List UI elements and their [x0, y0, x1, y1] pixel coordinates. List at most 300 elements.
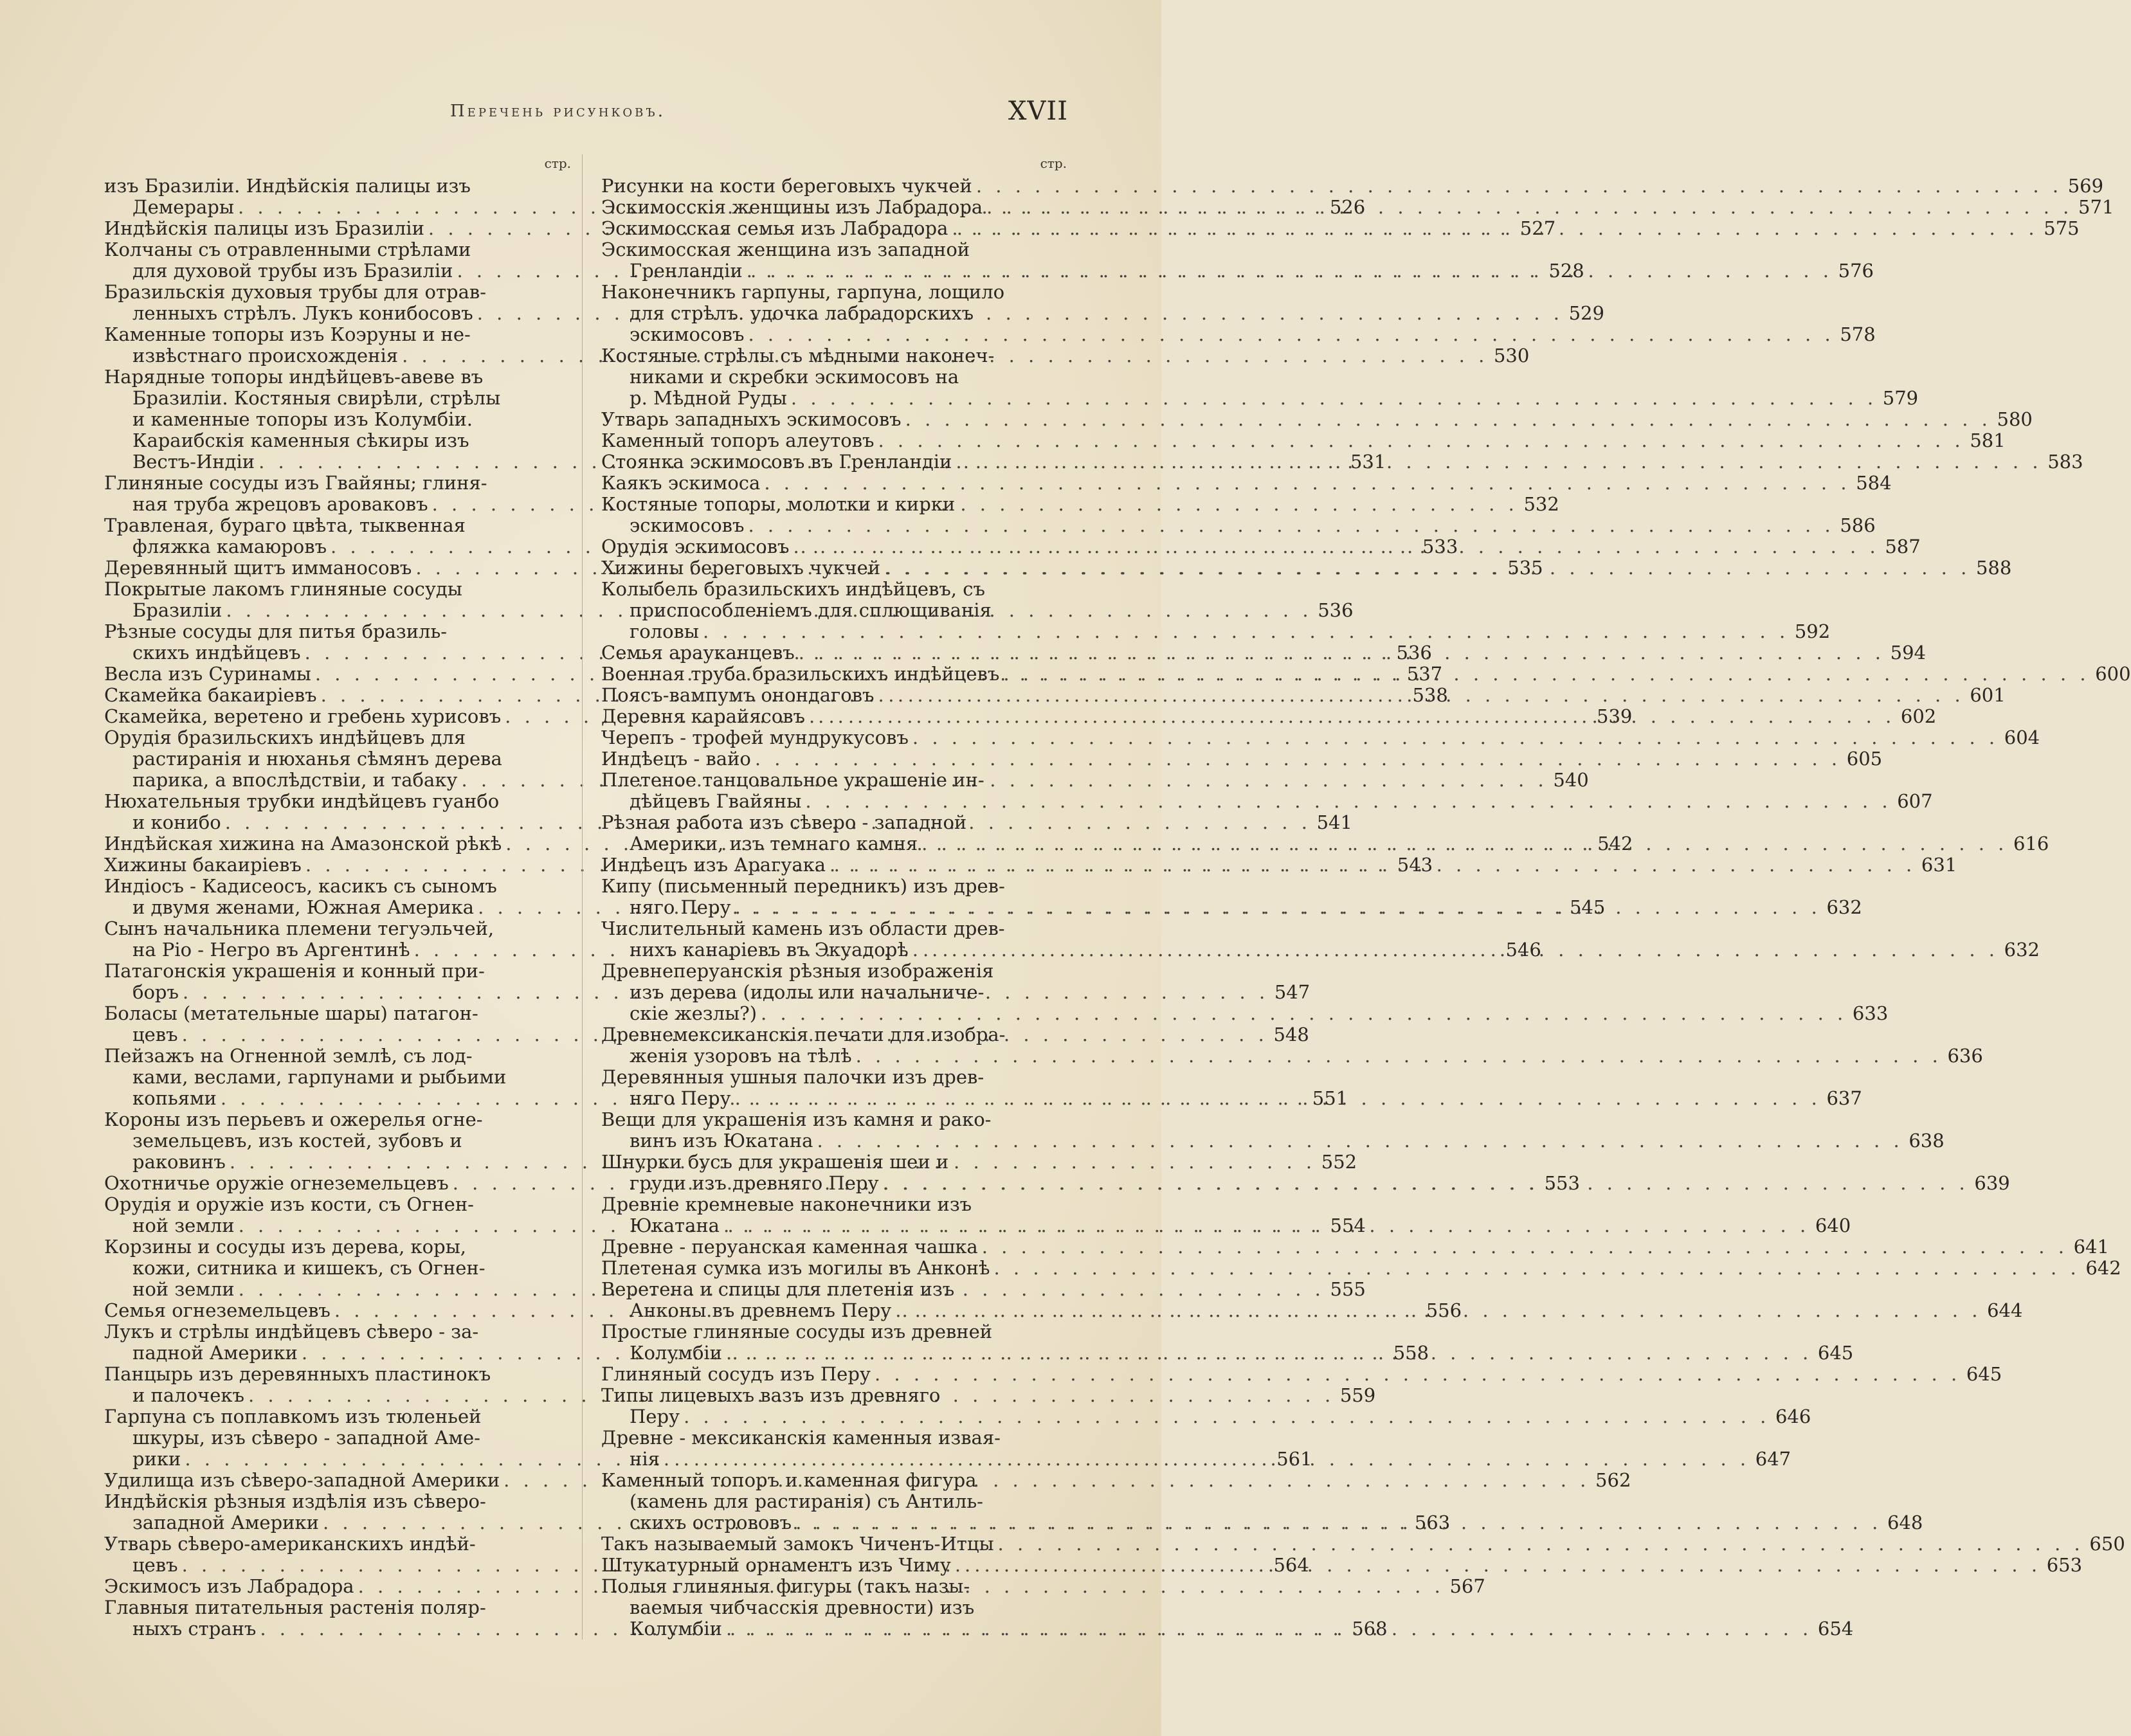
entry-line: [601, 876, 1069, 897]
leader-dots: [878, 685, 1964, 706]
entry-line: [104, 1045, 574, 1067]
index-entry: [601, 1257, 2121, 1279]
entry-page-number: 654: [1817, 1618, 1854, 1640]
entry-line: [104, 324, 574, 345]
entry-text: Нюхательныя трубки индѣйцевъ гуанбо: [104, 790, 500, 812]
leader-dots: [703, 621, 1789, 642]
entry-page-number: 526: [1329, 196, 1366, 218]
entry-page-number: 568: [1352, 1618, 1388, 1640]
entry-page-number: 564: [1273, 1554, 1309, 1576]
entry-text: на Ріо - Негро въ Аргентинѣ: [132, 939, 410, 961]
leader-dots: [755, 748, 1841, 770]
entry-text: Глиняные сосуды изъ Гвайяны; глиня-: [104, 472, 487, 494]
entry-text: цевъ: [132, 1024, 178, 1045]
entry-text: Скамейка бакаирiевъ: [104, 684, 317, 706]
entry-text: Сынъ начальника племени тегуэльчей,: [104, 918, 494, 939]
entry-text: Лукъ и стрѣлы индѣйцевъ сѣверо - за-: [104, 1321, 479, 1343]
entry-line: [104, 1003, 574, 1024]
leader-dots: [793, 536, 1879, 557]
entry-text: винъ изъ Юкатана: [630, 1130, 813, 1152]
entry-page-number: 642: [2085, 1257, 2121, 1279]
entry-page-number: 530: [1493, 345, 1530, 366]
entry-page-number: 633: [1852, 1002, 1889, 1024]
entry-text: и палочекъ: [132, 1384, 244, 1406]
entry-page-number: 638: [1909, 1130, 1945, 1152]
entry-page-number: 541: [1316, 811, 1352, 833]
entry-text: Веретена и спицы для плетенія изъ: [601, 1278, 955, 1300]
entry-line: [601, 494, 1069, 515]
entry-text: Хижины береговыхъ чукчей: [601, 557, 881, 579]
entry-text: Древнемексиканскія печати для изобра-: [601, 1024, 1006, 1045]
entry-line: [601, 345, 1069, 366]
leader-dots: [726, 1618, 1812, 1640]
index-entry: [601, 1108, 1945, 1152]
entry-text: Травленая, бураго цвѣта, тыквенная: [104, 514, 466, 536]
entry-line: [104, 1236, 574, 1258]
index-entry: [601, 429, 2006, 451]
leader-dots: [952, 218, 2038, 239]
entry-text: шкуры, изъ сѣверо - западной Аме-: [132, 1427, 480, 1449]
entry-page-number: 556: [1426, 1299, 1462, 1321]
entry-text: рики: [132, 1448, 181, 1470]
entry-text: Эскимосская семья изъ Лабрадора: [601, 217, 948, 239]
leader-dots: [735, 897, 1821, 918]
entry-page-number: 563: [1414, 1512, 1451, 1533]
entry-text: ной земли: [132, 1215, 235, 1236]
entry-page-number: 553: [1544, 1172, 1580, 1194]
entry-page-number: 594: [1890, 642, 1926, 664]
entry-text: Простые глиняные сосуды изъ древней: [601, 1321, 993, 1343]
entry-line: [601, 408, 2033, 430]
entry-line: [104, 1258, 574, 1279]
entry-text: Весла изъ Суринамы: [104, 663, 311, 685]
entry-text: Полыя глиняныя фигуры (такъ назы-: [601, 1575, 970, 1597]
entry-page-number: 645: [1817, 1342, 1854, 1364]
entry-text: Америки, изъ темнаго камня: [630, 833, 918, 854]
entry-text: Бразиліи. Костяныя свирѣли, стрѣлы: [132, 387, 501, 409]
entry-text: и каменные топоры изъ Колумбіи.: [132, 408, 473, 430]
entry-text: Военная труба бразильскихъ индѣйцевъ: [601, 663, 1000, 685]
entry-text: раковинъ: [132, 1151, 226, 1173]
entry-line: [601, 1002, 1889, 1024]
index-entry: [601, 175, 2104, 197]
entry-page-number: 636: [1947, 1045, 1983, 1067]
entry-line: [104, 1067, 574, 1088]
entry-line: [601, 1363, 2002, 1385]
index-entry: [601, 1236, 2109, 1258]
entry-page-number: 644: [1987, 1299, 2023, 1321]
entry-text: нихъ канаріевъ въ Экуадорѣ: [630, 939, 909, 961]
entry-text: Древнеперуанскія рѣзныя изображенія: [601, 960, 994, 982]
entry-text: Колчаны съ отравленными стрѣлами: [104, 239, 471, 260]
entry-line: [104, 961, 574, 982]
entry-text: Костяные стрѣлы съ мѣдными наконеч-: [601, 345, 995, 366]
index-entry: [601, 748, 1883, 770]
entry-text: Колумбіи: [630, 1342, 723, 1364]
entry-text: Наконечникъ гарпуны, гарпуна, лощило: [601, 281, 1005, 303]
entry-text: Индѣецъ изъ Арагуака: [601, 854, 826, 876]
entry-text: боръ: [132, 981, 179, 1003]
entry-text: Вестъ-Индіи: [132, 451, 255, 473]
entry-page-number: 567: [1449, 1575, 1485, 1597]
leader-dots: [883, 1173, 1969, 1194]
entry-text: Эскимосскія женщины изъ Лабрадора: [601, 196, 983, 218]
entry-line: [601, 1152, 1069, 1173]
entry-text: парика, а впослѣдствіи, и табаку: [132, 769, 458, 791]
entry-text: Рѣзная работа изъ сѣверо - западной: [601, 811, 967, 833]
entry-line: [104, 1194, 574, 1215]
entry-text: Демерары: [132, 196, 234, 218]
entry-text: Орудія и оружіе изъ кости, съ Огнен-: [104, 1193, 474, 1215]
entry-text: и конибо: [132, 811, 221, 833]
entry-text: эскимосовъ: [630, 323, 745, 345]
entry-text: копьями: [132, 1087, 217, 1109]
entry-page-number: 653: [2046, 1554, 2083, 1576]
entry-page-number: 555: [1330, 1278, 1366, 1300]
leader-dots: [761, 1003, 1847, 1024]
entry-page-number: 583: [2047, 451, 2083, 473]
entry-page-number: 586: [1840, 514, 1876, 536]
entry-text: никами и скребки эскимосовъ на: [630, 366, 959, 388]
leader-dots: [982, 1236, 2068, 1258]
entry-text: фляжка камаюровъ: [132, 536, 327, 557]
entry-text: и двумя женами, Южная Америка: [132, 896, 475, 918]
entry-text: Бразильскія духовыя трубы для отрав-: [104, 281, 487, 303]
entry-text: Корзины и сосуды изъ дерева, коры,: [104, 1236, 467, 1258]
leader-dots: [895, 1300, 1981, 1321]
entry-page-number: 527: [1519, 217, 1556, 239]
leader-dots: [747, 260, 1833, 282]
entry-text: Перу: [630, 1406, 680, 1427]
entry-line: [104, 366, 574, 388]
entry-text: Индѣйскія палицы изъ Бразиліи: [104, 217, 424, 239]
entry-text: скихъ острововъ: [630, 1512, 792, 1533]
entry-line: [601, 1024, 1069, 1045]
entry-text: Хижины бакаирiевъ: [104, 854, 302, 876]
entry-page-number: 579: [1882, 387, 1919, 409]
entry-text: Эскимосская женщина изъ западной: [601, 239, 970, 260]
entry-page-number: 545: [1569, 896, 1606, 918]
entry-text: дѣйцевъ Гвайяны: [630, 790, 802, 812]
index-entry: [601, 1363, 2002, 1385]
entry-line: [601, 1067, 1069, 1088]
entry-text: (камень для растиранія) съ Антиль-: [630, 1490, 983, 1512]
entry-line: [104, 430, 574, 451]
entry-page-number: 558: [1393, 1342, 1429, 1364]
entry-line: [601, 282, 1069, 303]
entry-page-number: 551: [1312, 1087, 1348, 1109]
entry-text: Такъ называемый замокъ Чиченъ-Итцы: [601, 1533, 994, 1555]
entry-text: Удилища изъ сѣверо-западной Америки: [104, 1469, 500, 1491]
entry-page-number: 580: [1997, 408, 2033, 430]
entry-line: [601, 1385, 1069, 1406]
entry-text: Пейзажъ на Огненной землѣ, съ лод-: [104, 1045, 473, 1067]
entry-text: западной Америки: [132, 1512, 319, 1533]
entry-line: [104, 1364, 574, 1385]
entry-text: земельцевъ, изъ костей, зубовъ и: [132, 1130, 462, 1152]
entry-line: [601, 1321, 1069, 1343]
entry-text: Орудія бразильскихъ индѣйцевъ для: [104, 727, 466, 748]
entry-line: [104, 409, 574, 430]
leader-dots: [795, 1512, 1882, 1533]
entry-text: цевъ: [132, 1554, 178, 1576]
entry-text: Гренландіи: [630, 260, 743, 282]
entry-line: [104, 176, 574, 197]
entry-line: [104, 388, 574, 409]
entry-line: [601, 1491, 1069, 1512]
column-divider: [582, 154, 583, 1640]
entry-line: [104, 1597, 574, 1618]
entry-line: [601, 323, 1876, 345]
index-entry: [601, 1533, 2125, 1555]
entry-line: [104, 1533, 574, 1555]
entry-page-number: 588: [1975, 557, 2012, 579]
entry-text: приспособленіемъ для сплющиванія: [630, 599, 992, 621]
index-entry: [601, 727, 2040, 748]
entry-text: Черепъ - трофей мундрукусовъ: [601, 727, 909, 748]
entry-line: [601, 790, 1933, 812]
entry-line: [601, 472, 1892, 494]
entry-text: скіе жезлы?): [630, 1002, 757, 1024]
leader-dots: [976, 176, 2062, 197]
entry-line: [601, 1236, 2109, 1258]
entry-line: [104, 239, 574, 260]
entry-text: Эскимосъ изъ Лабрадора: [104, 1575, 354, 1597]
entry-text: Кипу (письменный передникъ) изъ древ-: [601, 875, 1005, 897]
entry-page-number: 546: [1505, 939, 1541, 961]
entry-line: [601, 175, 2104, 197]
entry-page-number: 641: [2073, 1236, 2109, 1258]
entry-line: [601, 579, 1069, 600]
entry-line: [104, 1427, 574, 1449]
leader-dots: [748, 324, 1834, 345]
leader-dots: [956, 451, 2042, 473]
entry-text: женія узоровъ на тѣлѣ: [630, 1045, 852, 1067]
entry-text: Рисунки на кости береговыхъ чукчей: [601, 175, 972, 197]
entry-line: [601, 918, 1069, 939]
entry-text: Семья огнеземельцевъ: [104, 1299, 331, 1321]
entry-text: нія: [630, 1448, 660, 1470]
entry-text: няго Перу: [630, 896, 731, 918]
entry-page-number: 529: [1568, 302, 1604, 324]
entry-page-number: 640: [1815, 1215, 1851, 1236]
entry-text: Утварь западныхъ эскимосовъ: [601, 408, 902, 430]
entry-text: Деревня карайясовъ: [601, 705, 806, 727]
entry-line: [104, 282, 574, 303]
entry-text: Стоянка эскимосовъ въ Гренландіи: [601, 451, 952, 473]
entry-text: кожи, ситника и кишекъ, съ Огнен-: [132, 1257, 485, 1279]
leader-dots: [856, 1045, 1942, 1067]
entry-line: [104, 1130, 574, 1152]
entry-page-number: 639: [1974, 1172, 2010, 1194]
entry-page-number: 650: [2089, 1533, 2125, 1555]
entry-line: [104, 876, 574, 897]
entry-line: [104, 748, 574, 770]
leader-dots: [726, 1343, 1812, 1364]
entry-text: Юкатана: [630, 1215, 720, 1236]
entry-text: Рѣзные сосуды для питья бразиль-: [104, 620, 448, 642]
entry-line: [601, 366, 1069, 388]
entry-text: Бразиліи: [132, 599, 222, 621]
entry-line: [601, 1109, 1069, 1130]
entry-line: [601, 961, 1069, 982]
entry-line: [601, 303, 1069, 324]
entry-text: эскимосовъ: [630, 514, 745, 536]
entry-line: [601, 982, 1069, 1003]
page-column-label: стр.: [544, 156, 571, 171]
entry-line: [601, 620, 1831, 642]
leader-dots: [830, 854, 1916, 876]
entry-text: Охотничье оружіе огнеземельцевъ: [104, 1172, 449, 1194]
entry-line: [601, 1279, 1069, 1300]
leader-dots: [998, 1533, 2084, 1555]
entry-text: Деревянный щитъ имманосовъ: [104, 557, 412, 579]
entry-page-number: 592: [1794, 620, 1831, 642]
entry-line: [601, 1045, 1983, 1067]
entry-text: Покрытые лакомъ глиняные сосуды: [104, 578, 462, 600]
entry-page-number: 602: [1900, 705, 1937, 727]
entry-line: [601, 1576, 1069, 1597]
entry-page-number: 561: [1276, 1448, 1312, 1470]
entry-page-number: 533: [1422, 536, 1458, 557]
entry-page-number: 645: [1966, 1363, 2002, 1385]
entry-line: [104, 1321, 574, 1343]
leader-dots: [684, 1406, 1770, 1427]
entry-page-number: 559: [1339, 1384, 1376, 1406]
entry-page-number: 576: [1838, 260, 1874, 282]
entry-text: Деревянныя ушныя палочки изъ древ-: [601, 1066, 984, 1088]
entry-page-number: 605: [1846, 748, 1883, 770]
entry-line: [104, 1406, 574, 1427]
entry-page-number: 604: [2004, 727, 2040, 748]
entry-text: ваемыя чибчасскія древности) изъ: [630, 1596, 975, 1618]
entry-text: Каменный топоръ алеутовъ: [601, 429, 875, 451]
entry-line: [104, 918, 574, 939]
entry-line: [601, 239, 1069, 260]
entry-page-number: 646: [1775, 1406, 1811, 1427]
entry-text: Поясъ-вампумъ онондаговъ: [601, 684, 875, 706]
leader-dots: [912, 939, 1999, 961]
entry-text: груди изъ древняго Перу: [630, 1172, 879, 1194]
entry-page-number: 578: [1840, 323, 1876, 345]
entry-text: няго Перу: [630, 1087, 731, 1109]
leader-dots: [993, 1258, 2080, 1279]
entry-page-number: 562: [1595, 1469, 1631, 1491]
leader-dots: [748, 515, 1834, 536]
entry-page-number: 584: [1856, 472, 1892, 494]
entry-line: [601, 1406, 1811, 1427]
entry-page-number: 543: [1397, 854, 1433, 876]
entry-page-number: 607: [1897, 790, 1933, 812]
page-number: XVII: [1008, 96, 1068, 126]
entry-page-number: 531: [1350, 451, 1386, 473]
entry-text: Боласы (метательные шары) патагон-: [104, 1002, 478, 1024]
entry-text: падной Америки: [132, 1342, 298, 1364]
entry-text: Утварь сѣверо-американскихъ индѣй-: [104, 1533, 476, 1555]
entry-text: Плетеное танцовальное украшеніе ин-: [601, 769, 984, 791]
entry-text: Каменный топоръ и каменная фигура: [601, 1469, 977, 1491]
entry-text: для стрѣлъ. удочка лабрадорскихъ: [630, 302, 974, 324]
entry-page-number: 538: [1412, 684, 1448, 706]
entry-text: Орудія эскимосовъ: [601, 536, 790, 557]
entry-page-number: 528: [1548, 260, 1584, 282]
entry-line: [104, 1491, 574, 1512]
entry-line: [601, 1533, 2125, 1555]
index-entry: [601, 472, 1892, 494]
entry-line: [104, 473, 574, 494]
leader-dots: [955, 1555, 2041, 1576]
entry-page-number: 554: [1330, 1215, 1366, 1236]
entry-line: [104, 727, 574, 748]
entry-page-number: 569: [2067, 175, 2104, 197]
entry-text: Древне - перуанская каменная чашка: [601, 1236, 978, 1258]
entry-page-number: 540: [1553, 769, 1589, 791]
entry-text: для духовой трубы изъ Бразиліи: [132, 260, 453, 282]
entry-page-number: 547: [1274, 981, 1310, 1003]
entry-page-number: 571: [2078, 196, 2114, 218]
entry-line: [601, 514, 1876, 536]
entry-text: растиранія и нюханья сѣмянъ дерева: [132, 748, 502, 770]
entry-line: [601, 1194, 1069, 1215]
leader-dots: [799, 642, 1885, 664]
entry-text: Числительный камень изъ области древ-: [601, 918, 1005, 939]
entry-text: скихъ индѣйцевъ: [132, 642, 301, 664]
entry-text: Древніе кремневые наконечники изъ: [601, 1193, 972, 1215]
entry-text: Плетеная сумка изъ могилы въ Анконѣ: [601, 1257, 990, 1279]
entry-text: Нарядные топоры индѣйцевъ-авеве въ: [104, 366, 484, 388]
entry-page-number: 575: [2044, 217, 2080, 239]
leader-dots: [986, 197, 2072, 218]
entry-line: [601, 1257, 2121, 1279]
entry-line: [601, 727, 2040, 748]
entry-text: Скамейка, веретено и гребень хурисовъ: [104, 705, 502, 727]
entry-line: [601, 770, 1069, 791]
entry-text: Штукатурный орнаментъ изъ Чиму: [601, 1554, 951, 1576]
entry-line: [104, 579, 574, 600]
entry-text: Глиняный сосудъ изъ Перу: [601, 1363, 871, 1385]
entry-line: [601, 1130, 1945, 1152]
entry-text: Типы лицевыхъ вазъ изъ древняго: [601, 1384, 941, 1406]
entry-text: Индѣецъ - вайо: [601, 748, 751, 770]
entry-text: головы: [630, 620, 699, 642]
leader-dots: [791, 388, 1877, 409]
entry-text: Гарпуна съ поплавкомъ изъ тюленьей: [104, 1406, 482, 1427]
entry-page-number: 537: [1406, 663, 1443, 685]
entry-page-number: 648: [1887, 1512, 1923, 1533]
entry-page-number: 637: [1826, 1087, 1862, 1109]
entry-line: [601, 429, 2006, 451]
entry-text: р. Мѣдной Руды: [630, 387, 787, 409]
entry-page-number: 536: [1396, 642, 1432, 664]
entry-text: Колыбель бразильскихъ индѣйцевъ, съ: [601, 578, 985, 600]
entry-page-number: 631: [1921, 854, 1957, 876]
entry-text: Панцырь изъ деревянныхъ пластинокъ: [104, 1363, 491, 1385]
entry-page-number: 600: [2095, 663, 2131, 685]
entry-text: изъ дерева (идолы или начальниче-: [630, 981, 984, 1003]
entry-text: Семья арауканцевъ: [601, 642, 795, 664]
leader-dots: [723, 1215, 1809, 1236]
entry-text: извѣстнаго происхожденія: [132, 345, 399, 366]
entry-page-number: 552: [1321, 1151, 1357, 1173]
entry-line: [601, 748, 1883, 770]
leader-dots: [809, 706, 1895, 727]
entry-page-number: 539: [1597, 705, 1633, 727]
entry-text: Индѣйская хижина на Амазонской рѣкѣ: [104, 833, 502, 854]
entry-text: Главныя питательныя растенія поляр-: [104, 1596, 486, 1618]
entry-text: Шнурки бусъ для украшенія шеи и: [601, 1151, 949, 1173]
entry-text: Патагонскія украшенія и конный при-: [104, 960, 485, 982]
entry-text: ная труба жрецовъ ароваковъ: [132, 493, 428, 515]
